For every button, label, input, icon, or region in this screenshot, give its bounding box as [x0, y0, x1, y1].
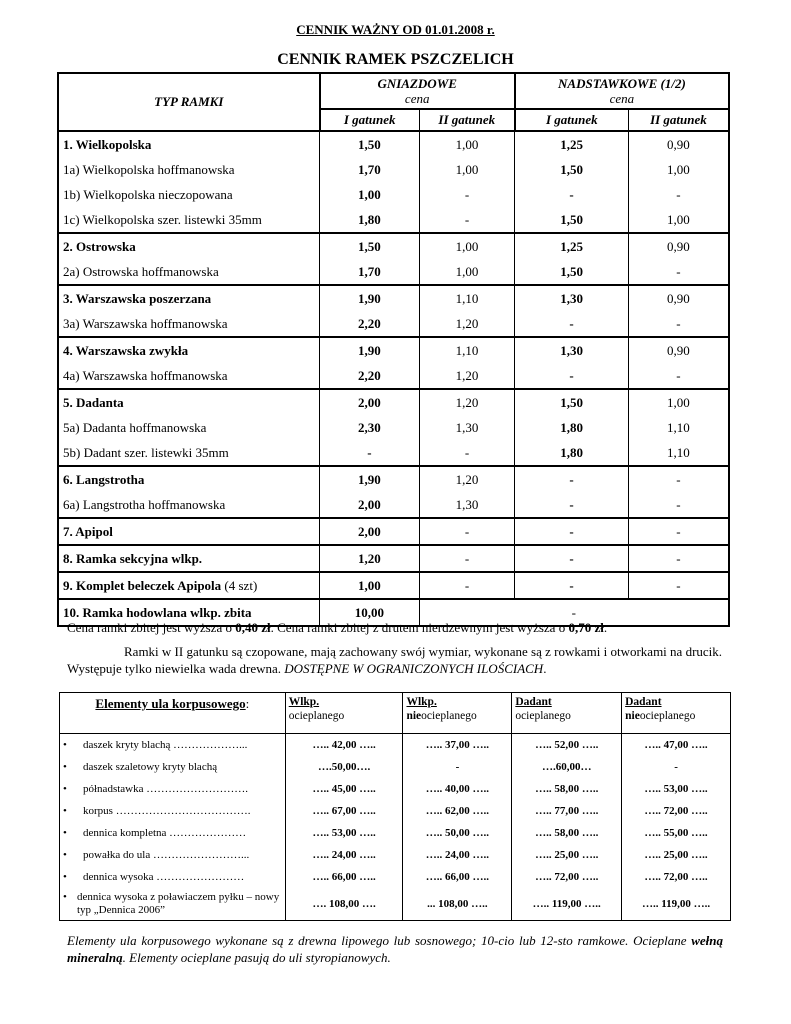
- price-cell: 1,10: [628, 415, 729, 440]
- price-cell: 1,90: [320, 337, 420, 363]
- list-item: [60, 844, 731, 866]
- price-cell: 1,80: [320, 207, 420, 233]
- element-price: ….. 24,00 …..: [285, 844, 403, 866]
- price-cell: 10,00: [320, 599, 420, 626]
- price-cell: -: [419, 440, 515, 466]
- grade1-header: I gatunek: [320, 109, 420, 131]
- price-cell: 0,90: [628, 285, 729, 311]
- table-row: [58, 207, 729, 233]
- element-price: ….. 50,00 …..: [403, 822, 512, 844]
- price-cell: 0,90: [628, 233, 729, 259]
- price-cell: 1,20: [419, 363, 515, 389]
- footer-note: Elementy ula korpusowego wykonane są z drewna lipowego lub sosnowego; 10-cio lub 12-sto ramkowe. Ocieplane wełną mineralną. Elementy ocieplane pasują do uli styropianowych.: [67, 933, 723, 965]
- price-cell: -: [628, 182, 729, 207]
- price-cell: 1,80: [515, 440, 629, 466]
- element-label: • dennica kompletna …………………: [60, 822, 286, 844]
- table-row: [58, 233, 729, 259]
- element-price: ….. 52,00 …..: [512, 734, 622, 757]
- list-item: [60, 800, 731, 822]
- frame-name: 3. Warszawska poszerzana: [58, 285, 320, 311]
- price-cell: 1,00: [628, 207, 729, 233]
- list-item: [60, 778, 731, 800]
- element-price: ….. 67,00 …..: [285, 800, 403, 822]
- element-price: ….. 72,00 …..: [622, 866, 731, 888]
- element-price: ….. 25,00 …..: [512, 844, 622, 866]
- element-label: • daszek szaletowy kryty blachą: [60, 756, 286, 778]
- frame-price-table: [57, 72, 730, 627]
- price-cell: 1,50: [515, 259, 629, 285]
- table-row: [58, 572, 729, 599]
- frame-name: 5a) Dadanta hoffmanowska: [63, 419, 207, 435]
- price-cell: 1,50: [320, 131, 420, 157]
- frame-name: 5b) Dadant szer. listewki 35mm: [63, 444, 229, 460]
- price-cell: -: [515, 572, 629, 599]
- frame-name: 4. Warszawska zwykła: [58, 337, 320, 363]
- element-price: ….. 37,00 …..: [403, 734, 512, 757]
- price-cell: -: [515, 311, 629, 337]
- table-row: [58, 389, 729, 415]
- price-cell: 1,50: [515, 157, 629, 182]
- price-cell: 1,00: [419, 157, 515, 182]
- price-cell: 1,50: [515, 389, 629, 415]
- price-cell: -: [515, 466, 629, 492]
- element-label: • powałka do ula ……………………...: [60, 844, 286, 866]
- price-cell: 1,30: [419, 492, 515, 518]
- list-item: [60, 822, 731, 844]
- price-cell: -: [515, 545, 629, 572]
- bullet-icon: •: [63, 848, 67, 861]
- col-type-header: TYP RAMKI: [154, 94, 224, 109]
- table-row: [58, 415, 729, 440]
- element-price: ….. 42,00 …..: [285, 734, 403, 757]
- element-price: ….. 58,00 …..: [512, 822, 622, 844]
- frame-name: 6a) Langstrotha hoffmanowska: [63, 496, 226, 512]
- list-item: [60, 756, 731, 778]
- page-title: CENNIK RAMEK PSZCZELICH: [277, 51, 514, 68]
- price-cell: 0,90: [628, 131, 729, 157]
- price-cell: 1,25: [515, 131, 629, 157]
- price-cell: 1,90: [320, 466, 420, 492]
- price-cell: 1,00: [628, 157, 729, 182]
- table-row: [58, 311, 729, 337]
- price-cell: 1,20: [419, 311, 515, 337]
- list-item: [60, 866, 731, 888]
- element-price: ….. 72,00 …..: [622, 800, 731, 822]
- element-price: ….. 45,00 …..: [285, 778, 403, 800]
- element-label: • półnadstawka ……………………….: [60, 778, 286, 800]
- price-cell: 1,20: [320, 545, 420, 572]
- price-cell: -: [628, 363, 729, 389]
- super-group-header: NADSTAWKOWE (1/2) cena: [515, 73, 729, 109]
- price-cell: 2,20: [320, 311, 420, 337]
- price-cell: -: [419, 207, 515, 233]
- price-cell: 1,00: [320, 182, 420, 207]
- element-price: ….. 53,00 …..: [622, 778, 731, 800]
- price-cell: 1,50: [515, 207, 629, 233]
- bullet-icon: •: [63, 738, 67, 751]
- price-cell: 1,80: [515, 415, 629, 440]
- element-price: …. 108,00 ….: [285, 888, 403, 921]
- price-cell: -: [515, 492, 629, 518]
- frame-name: 7. Apipol: [58, 518, 320, 545]
- price-cell: -: [628, 259, 729, 285]
- frame-name: 2a) Ostrowska hoffmanowska: [63, 263, 219, 279]
- element-price: ….. 66,00 …..: [403, 866, 512, 888]
- frame-name: 5. Dadanta: [58, 389, 320, 415]
- nest-group-header: GNIAZDOWE cena: [320, 73, 515, 109]
- price-cell: -: [515, 182, 629, 207]
- price-cell: -: [320, 440, 420, 466]
- price-cell: -: [628, 545, 729, 572]
- price-cell: -: [628, 311, 729, 337]
- price-cell: -: [419, 182, 515, 207]
- bullet-icon: •: [63, 760, 67, 773]
- frame-name: 9. Komplet beleczek Apipola (4 szt): [58, 572, 320, 599]
- element-price: ….. 58,00 …..: [512, 778, 622, 800]
- price-cell: 2,00: [320, 492, 420, 518]
- price-cell: -: [419, 518, 515, 545]
- price-cell: -: [628, 518, 729, 545]
- col-header-3: Dadant ocieplanego: [512, 693, 622, 734]
- price-cell: 1,90: [320, 285, 420, 311]
- frame-name: 2. Ostrowska: [58, 233, 320, 259]
- table-row: [58, 545, 729, 572]
- price-cell: 1,00: [419, 233, 515, 259]
- element-label: • dennica wysoka z poławiaczem pyłku – nowy typ „Dennica 2006”: [60, 888, 286, 921]
- element-price: ….. 24,00 …..: [403, 844, 512, 866]
- price-cell: -: [419, 572, 515, 599]
- element-price: ….. 72,00 …..: [512, 866, 622, 888]
- grade2-header: II gatunek: [628, 109, 729, 131]
- frame-name: 8. Ramka sekcyjna wlkp.: [58, 545, 320, 572]
- list-item: [60, 734, 731, 757]
- bullet-icon: •: [63, 891, 67, 903]
- frame-name: 10. Ramka hodowlana wlkp. zbita: [58, 599, 320, 626]
- price-cell: 2,00: [320, 518, 420, 545]
- price-cell: -: [628, 572, 729, 599]
- price-cell: 1,70: [320, 157, 420, 182]
- table-row: [58, 466, 729, 492]
- col-header-2: Wlkp. nieocieplanego: [403, 693, 512, 734]
- element-price: ….. 77,00 …..: [512, 800, 622, 822]
- frame-name: 6. Langstrotha: [58, 466, 320, 492]
- price-cell: 1,20: [419, 466, 515, 492]
- price-cell: 1,10: [419, 337, 515, 363]
- price-cell: 2,30: [320, 415, 420, 440]
- frame-name: 4a) Warszawska hoffmanowska: [63, 367, 228, 383]
- price-cell: 1,30: [515, 337, 629, 363]
- col-header-4: Dadant nieocieplanego: [622, 693, 731, 734]
- frame-name: 1. Wielkopolska: [63, 136, 152, 152]
- table-row: [58, 131, 729, 157]
- price-cell: 1,00: [419, 259, 515, 285]
- price-cell: 1,00: [628, 389, 729, 415]
- table-row: [58, 285, 729, 311]
- price-cell: 1,20: [419, 389, 515, 415]
- frame-name: 3a) Warszawska hoffmanowska: [63, 315, 228, 331]
- element-label: • korpus ……………………………….: [60, 800, 286, 822]
- table-row: [58, 337, 729, 363]
- price-cell: 1,10: [419, 285, 515, 311]
- validity-heading: CENNIK WAŻNY OD 01.01.2008 r.: [296, 22, 495, 37]
- table-row: [58, 363, 729, 389]
- element-price: -: [403, 756, 512, 778]
- price-cell: -: [419, 545, 515, 572]
- table-row: [58, 440, 729, 466]
- table-row: [58, 492, 729, 518]
- table-row: [58, 182, 729, 207]
- list-item: [60, 888, 731, 921]
- element-price: ….. 47,00 …..: [622, 734, 731, 757]
- grade2-header: II gatunek: [419, 109, 515, 131]
- grade1-header: I gatunek: [515, 109, 629, 131]
- bullet-icon: •: [63, 782, 67, 795]
- col-header-1: Wlkp. ocieplanego: [285, 693, 403, 734]
- table-row: [58, 157, 729, 182]
- price-cell: 2,00: [320, 389, 420, 415]
- element-price: ….. 62,00 …..: [403, 800, 512, 822]
- price-cell: -: [628, 466, 729, 492]
- price-cell: 2,20: [320, 363, 420, 389]
- elements-title: Elementy ula korpusowego:: [60, 693, 286, 734]
- element-price: ….. 119,00 …..: [622, 888, 731, 921]
- element-price: ….60,00…: [512, 756, 622, 778]
- element-price: ... 108,00 …..: [403, 888, 512, 921]
- bullet-icon: •: [63, 826, 67, 839]
- price-cell: 1,25: [515, 233, 629, 259]
- price-cell: 1,30: [515, 285, 629, 311]
- price-cell: 1,50: [320, 233, 420, 259]
- frame-name: 1b) Wielkopolska nieczopowana: [63, 186, 233, 202]
- grade-note: Ramki w II gatunku są czopowane, mają zachowany swój wymiar, wykonane są z rowkami i otworkami na drucik. Występuje tylko niewielka wada drewna. DOSTĘPNE W OGRANICZONYCH ILOŚCIACH.: [67, 644, 723, 676]
- price-cell: -: [515, 518, 629, 545]
- price-cell: 0,90: [628, 337, 729, 363]
- price-cell: -: [628, 492, 729, 518]
- element-label: • dennica wysoka ……………………: [60, 866, 286, 888]
- element-price: ….. 119,00 …..: [512, 888, 622, 921]
- frame-name: 1a) Wielkopolska hoffmanowska: [63, 161, 235, 177]
- table-row: [58, 259, 729, 285]
- hive-elements-table: [59, 692, 731, 921]
- element-price: ….. 40,00 …..: [403, 778, 512, 800]
- price-cell: 1,10: [628, 440, 729, 466]
- table-row: [58, 518, 729, 545]
- element-price: ….. 66,00 …..: [285, 866, 403, 888]
- element-label: • daszek kryty blachą ………………...: [60, 734, 286, 757]
- bullet-icon: •: [63, 804, 67, 817]
- bullet-icon: •: [63, 870, 67, 883]
- price-cell: -: [515, 363, 629, 389]
- element-price: ….. 25,00 …..: [622, 844, 731, 866]
- price-cell: 1,30: [419, 415, 515, 440]
- element-price: ….. 55,00 …..: [622, 822, 731, 844]
- price-cell: -: [419, 599, 729, 626]
- element-price: -: [622, 756, 731, 778]
- frame-name: 1c) Wielkopolska szer. listewki 35mm: [63, 211, 262, 227]
- price-note: Cena ramki zbitej jest wyższa o 0,40 zł. Cena ramki zbitej z drutem nierdzewnym jest wyższa o 0,70 zł.: [67, 620, 608, 635]
- price-cell: 1,00: [419, 131, 515, 157]
- element-price: ….. 53,00 …..: [285, 822, 403, 844]
- element-price: ….50,00….: [285, 756, 403, 778]
- price-cell: 1,00: [320, 572, 420, 599]
- price-cell: 1,70: [320, 259, 420, 285]
